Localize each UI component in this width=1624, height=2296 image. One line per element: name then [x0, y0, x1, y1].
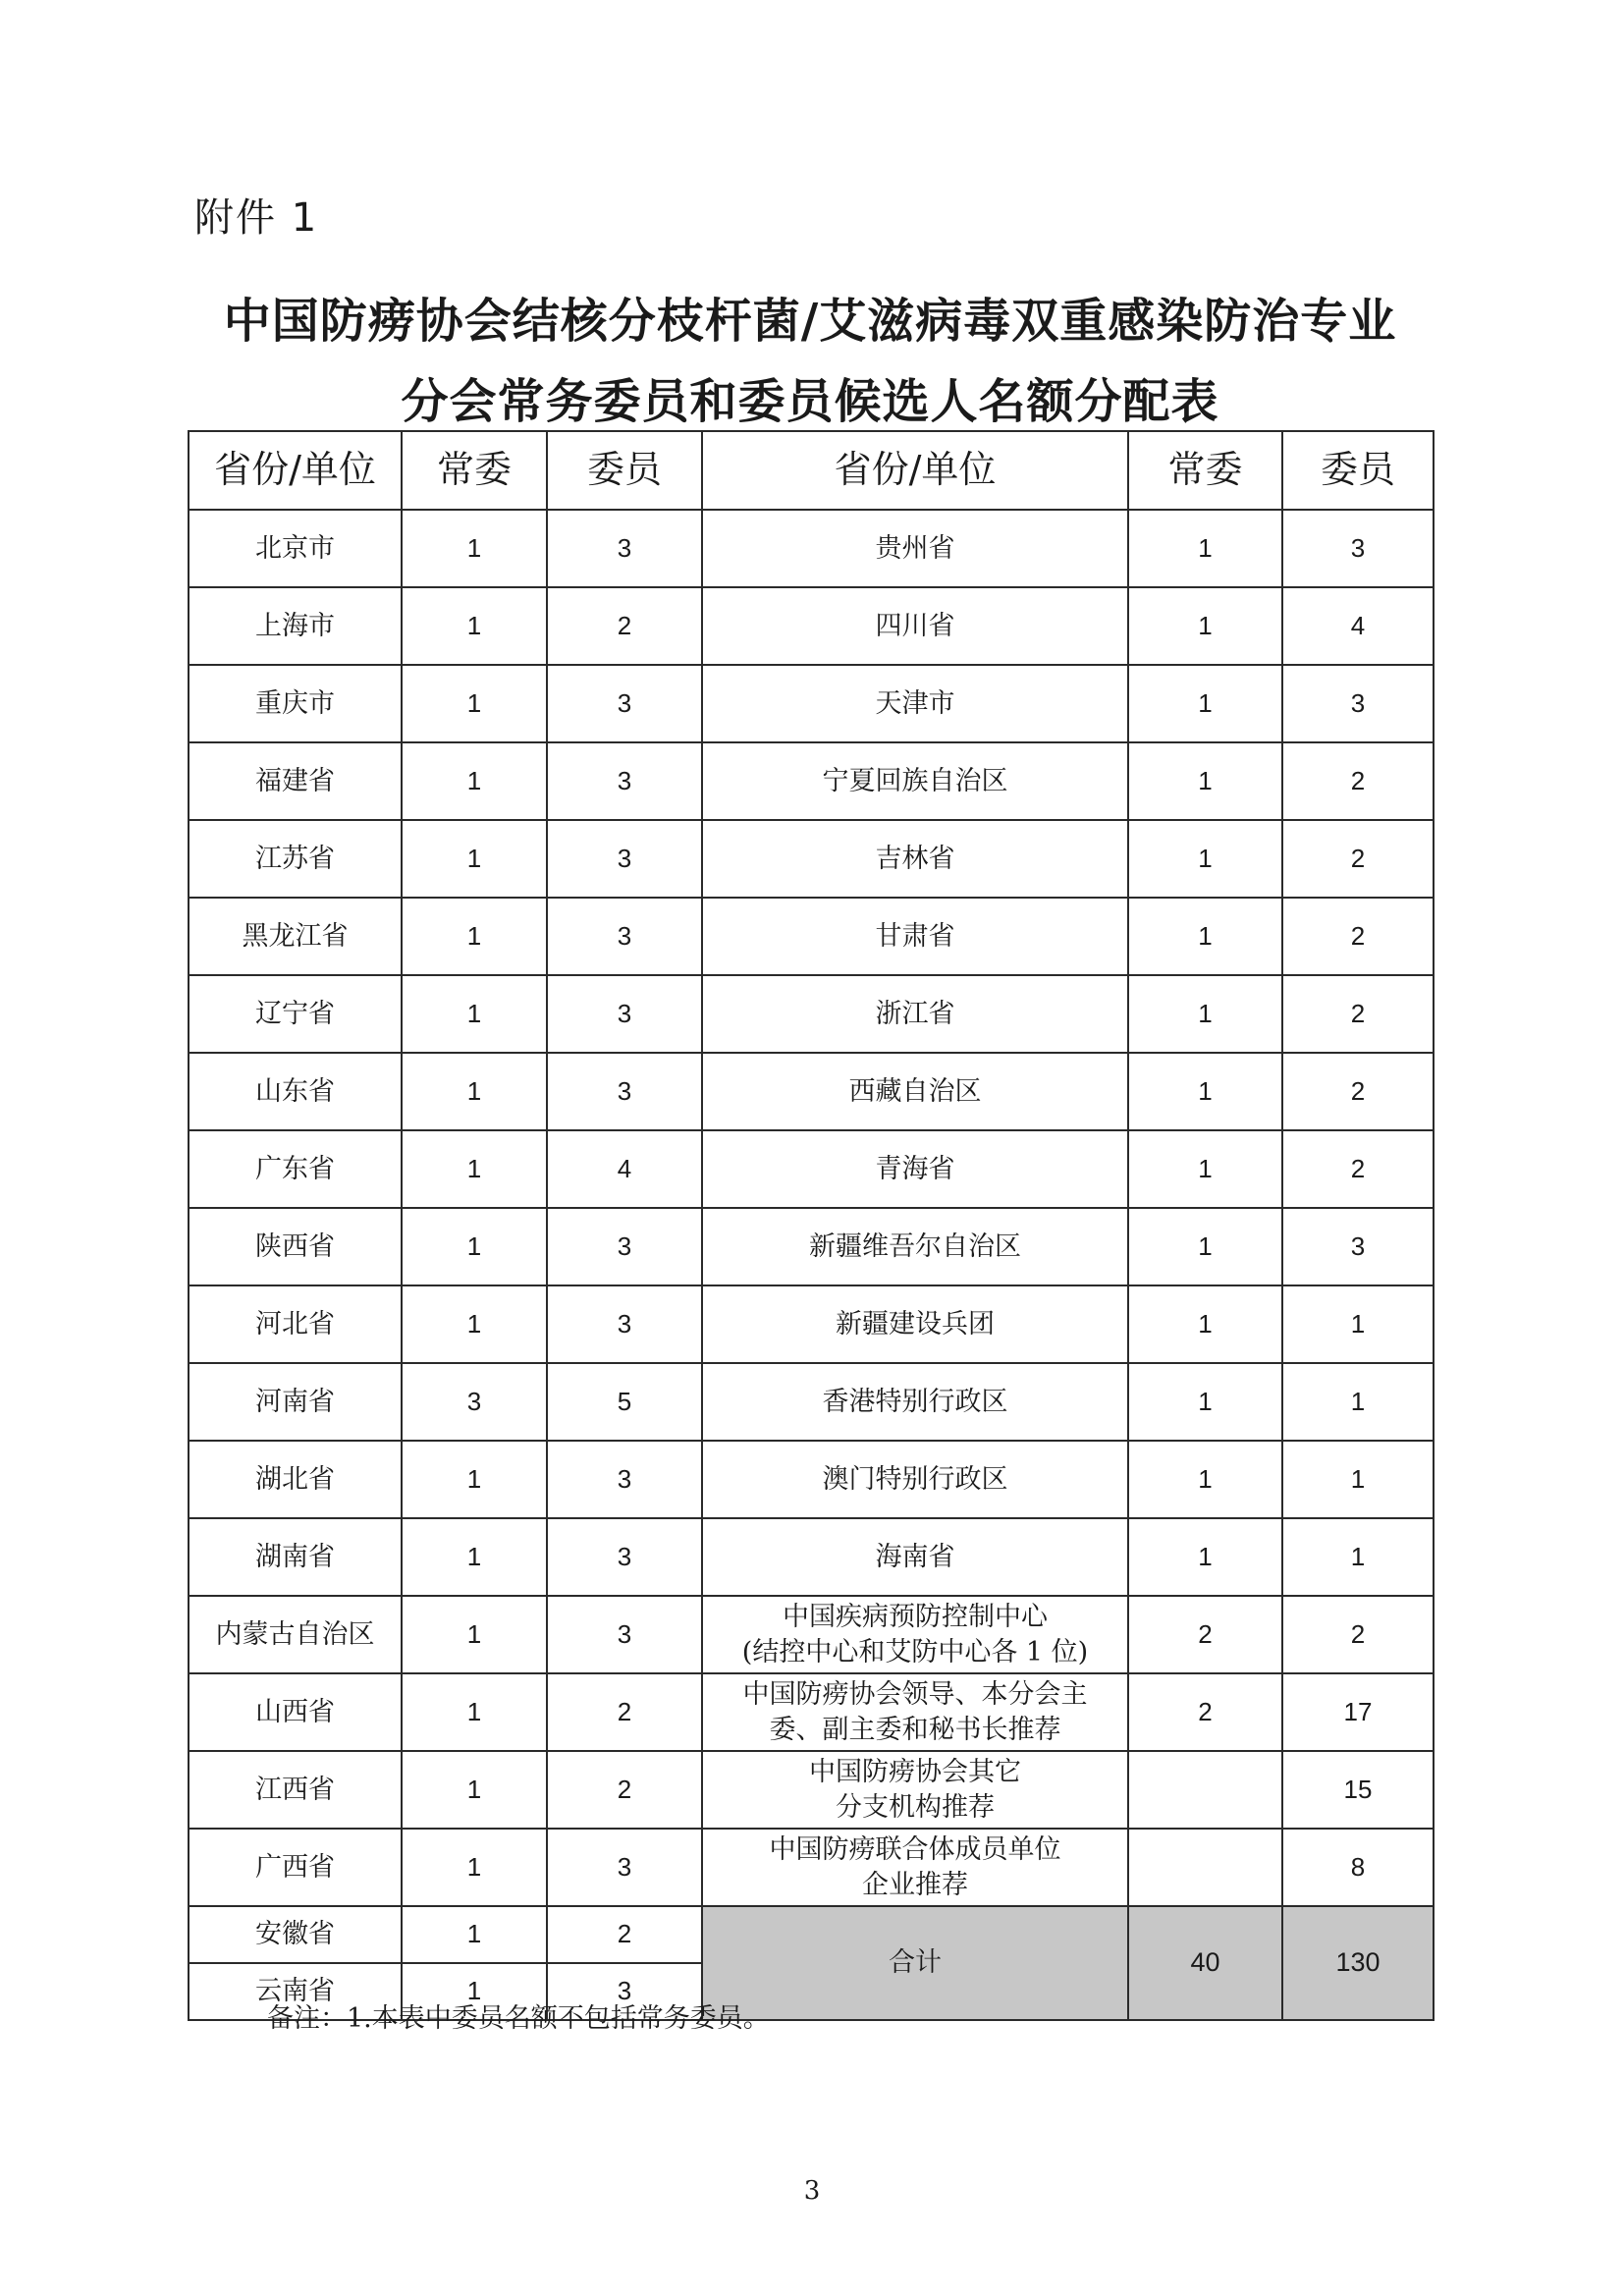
- right-members-cell: 2: [1282, 1053, 1434, 1130]
- left-unit-cell: 山西省: [189, 1673, 402, 1751]
- table-row: [189, 975, 1434, 1053]
- left-unit-cell: 河南省: [189, 1363, 402, 1441]
- table-row: [189, 742, 1434, 820]
- left-unit-cell: 山东省: [189, 1053, 402, 1130]
- right-members-cell: 4: [1282, 587, 1434, 665]
- right-unit-line-1: 中国防痨协会领导、本分会主: [742, 1679, 1088, 1711]
- right-standing-cell: [1128, 1751, 1282, 1829]
- right-standing-cell: 2: [1128, 1596, 1282, 1673]
- table-row: [189, 898, 1434, 975]
- left-members-cell: 2: [547, 1673, 702, 1751]
- right-unit-cell: [702, 1285, 1128, 1363]
- right-members-cell: 2: [1282, 975, 1434, 1053]
- left-unit-cell: 辽宁省: [189, 975, 402, 1053]
- table-row: [189, 1130, 1434, 1208]
- table-row: [189, 510, 1434, 587]
- table-row: [189, 1829, 1434, 1906]
- right-unit-cell: [702, 1363, 1128, 1441]
- right-members-cell: 1: [1282, 1518, 1434, 1596]
- right-unit-line-1: 甘肃省: [875, 920, 955, 952]
- right-standing-cell: 1: [1128, 1441, 1282, 1518]
- right-unit-cell: [702, 1518, 1128, 1596]
- left-standing-cell: 1: [402, 1829, 547, 1906]
- right-unit-line-1: 中国疾病预防控制中心: [783, 1602, 1048, 1633]
- left-members-cell: 3: [547, 1829, 702, 1906]
- right-unit-cell: [702, 1053, 1128, 1130]
- footnote: 备注：1.本表中委员名额不包括常务委员。: [267, 2003, 770, 2034]
- left-standing-cell: 1: [402, 742, 547, 820]
- left-unit-cell: 广东省: [189, 1130, 402, 1208]
- header-left-standing: 常委: [402, 431, 547, 510]
- table-row: [189, 1673, 1434, 1751]
- left-unit-cell: 上海市: [189, 587, 402, 665]
- right-unit-cell: [702, 1829, 1128, 1906]
- left-standing-cell: 1: [402, 665, 547, 742]
- right-unit-cell: [702, 1441, 1128, 1518]
- quota-allocation-table: [188, 430, 1435, 2021]
- left-members-cell: 5: [547, 1363, 702, 1441]
- right-unit-line-1: 青海省: [875, 1153, 955, 1184]
- left-members-cell: 3: [547, 1053, 702, 1130]
- right-members-cell: 17: [1282, 1673, 1434, 1751]
- table-row: [189, 1906, 1434, 1963]
- header-left-unit: 省份/单位: [189, 431, 402, 510]
- left-standing-cell: 1: [402, 510, 547, 587]
- left-standing-cell: 1: [402, 820, 547, 898]
- left-members-cell: 2: [547, 587, 702, 665]
- left-standing-cell: 1: [402, 975, 547, 1053]
- right-members-cell: 1: [1282, 1441, 1434, 1518]
- header-left-members: 委员: [547, 431, 702, 510]
- right-members-cell: 1: [1282, 1363, 1434, 1441]
- document-title-line-2: 分会常务委员和委员候选人名额分配表: [401, 374, 1219, 429]
- right-members-cell: 3: [1282, 1208, 1434, 1285]
- left-members-cell: 3: [547, 1208, 702, 1285]
- left-members-cell: 3: [547, 898, 702, 975]
- table-row: [189, 1363, 1434, 1441]
- table-row: [189, 1285, 1434, 1363]
- right-unit-line-2: 委、副主委和秘书长推荐: [769, 1714, 1061, 1745]
- left-members-cell: 3: [547, 975, 702, 1053]
- header-right-members: 委员: [1282, 431, 1434, 510]
- left-standing-cell: 1: [402, 1963, 547, 2020]
- table-row: [189, 1208, 1434, 1285]
- right-unit-cell: [702, 587, 1128, 665]
- table-row: [189, 820, 1434, 898]
- right-unit-line-2: 分支机构推荐: [836, 1791, 995, 1823]
- right-unit-line-1: 香港特别行政区: [822, 1386, 1008, 1417]
- left-standing-cell: 1: [402, 1285, 547, 1363]
- right-unit-line-1: 四川省: [875, 610, 955, 641]
- right-unit-line-1: 天津市: [875, 687, 955, 719]
- right-standing-cell: 1: [1128, 975, 1282, 1053]
- table-row: [189, 587, 1434, 665]
- right-unit-line-2: 企业推荐: [862, 1869, 968, 1900]
- right-standing-cell: 1: [1128, 1208, 1282, 1285]
- left-members-cell: 3: [547, 1518, 702, 1596]
- left-unit-cell: 北京市: [189, 510, 402, 587]
- table-row: [189, 1751, 1434, 1829]
- right-unit-line-1: 海南省: [875, 1541, 955, 1572]
- right-standing-cell: 1: [1128, 1130, 1282, 1208]
- right-unit-cell: [702, 975, 1128, 1053]
- page-number: 3: [803, 2176, 821, 2206]
- right-members-cell: 2: [1282, 820, 1434, 898]
- right-unit-line-1: 浙江省: [875, 998, 955, 1029]
- right-standing-cell: 1: [1128, 1285, 1282, 1363]
- left-standing-cell: 1: [402, 1906, 547, 1963]
- left-members-cell: 3: [547, 1963, 702, 2020]
- header-right-unit: 省份/单位: [702, 431, 1128, 510]
- right-members-cell: 3: [1282, 665, 1434, 742]
- right-standing-cell: 1: [1128, 665, 1282, 742]
- right-members-cell: 2: [1282, 1596, 1434, 1673]
- right-unit-cell: [702, 665, 1128, 742]
- right-unit-line-1: 中国防痨协会其它: [809, 1757, 1021, 1788]
- right-unit-cell: [702, 1673, 1128, 1751]
- right-unit-cell: [702, 1751, 1128, 1829]
- right-unit-cell: [702, 898, 1128, 975]
- right-standing-cell: 1: [1128, 1518, 1282, 1596]
- table-row: [189, 1518, 1434, 1596]
- left-unit-cell: 重庆市: [189, 665, 402, 742]
- total-standing-cell: 40: [1128, 1906, 1282, 2020]
- total-members-cell: 130: [1282, 1906, 1434, 2020]
- right-standing-cell: 1: [1128, 587, 1282, 665]
- right-members-cell: 2: [1282, 742, 1434, 820]
- right-unit-line-1: 西藏自治区: [848, 1075, 982, 1107]
- right-standing-cell: 1: [1128, 1053, 1282, 1130]
- right-unit-line-1: 中国防痨联合体成员单位: [769, 1834, 1061, 1866]
- left-members-cell: 2: [547, 1751, 702, 1829]
- left-unit-cell: 黑龙江省: [189, 898, 402, 975]
- attachment-label: 附件 1: [194, 195, 319, 241]
- table-row: [189, 1596, 1434, 1673]
- right-standing-cell: 1: [1128, 898, 1282, 975]
- right-unit-line-2: (结控中心和艾防中心各 1 位): [741, 1636, 1089, 1667]
- table-row: [189, 1441, 1434, 1518]
- left-standing-cell: 1: [402, 1130, 547, 1208]
- total-label-cell: 合计: [702, 1906, 1128, 2020]
- left-unit-cell: 江苏省: [189, 820, 402, 898]
- right-unit-line-1: 新疆维吾尔自治区: [809, 1230, 1021, 1262]
- left-unit-cell: 福建省: [189, 742, 402, 820]
- table-body: [189, 510, 1434, 2020]
- table-header-row: [189, 431, 1434, 510]
- right-standing-cell: 2: [1128, 1673, 1282, 1751]
- right-members-cell: 15: [1282, 1751, 1434, 1829]
- left-standing-cell: 1: [402, 898, 547, 975]
- left-unit-cell: 内蒙古自治区: [189, 1596, 402, 1673]
- right-members-cell: 8: [1282, 1829, 1434, 1906]
- right-standing-cell: 1: [1128, 1363, 1282, 1441]
- right-standing-cell: 1: [1128, 742, 1282, 820]
- right-unit-cell: [702, 1208, 1128, 1285]
- left-unit-cell: 陕西省: [189, 1208, 402, 1285]
- document-title-line-1: 中国防痨协会结核分枝杆菌/艾滋病毒双重感染防治专业: [223, 294, 1397, 349]
- right-unit-line-1: 宁夏回族自治区: [822, 765, 1008, 796]
- left-standing-cell: 1: [402, 1208, 547, 1285]
- left-members-cell: 3: [547, 1441, 702, 1518]
- left-unit-cell: 江西省: [189, 1751, 402, 1829]
- left-members-cell: 3: [547, 1285, 702, 1363]
- left-standing-cell: 1: [402, 1441, 547, 1518]
- right-unit-cell: [702, 510, 1128, 587]
- right-members-cell: 2: [1282, 1130, 1434, 1208]
- left-standing-cell: 1: [402, 587, 547, 665]
- left-unit-cell: 河北省: [189, 1285, 402, 1363]
- left-unit-cell: 安徽省: [189, 1906, 402, 1963]
- left-standing-cell: 1: [402, 1751, 547, 1829]
- right-members-cell: 1: [1282, 1285, 1434, 1363]
- right-unit-cell: [702, 1130, 1128, 1208]
- right-unit-cell: [702, 742, 1128, 820]
- right-unit-cell: [702, 820, 1128, 898]
- left-members-cell: 3: [547, 1596, 702, 1673]
- left-standing-cell: 1: [402, 1673, 547, 1751]
- left-unit-cell: 湖北省: [189, 1441, 402, 1518]
- right-unit-cell: [702, 1596, 1128, 1673]
- left-standing-cell: 1: [402, 1053, 547, 1130]
- left-standing-cell: 1: [402, 1596, 547, 1673]
- right-members-cell: 2: [1282, 898, 1434, 975]
- right-unit-line-1: 吉林省: [875, 843, 955, 874]
- right-unit-line-1: 贵州省: [875, 532, 955, 564]
- table-row: [189, 665, 1434, 742]
- left-standing-cell: 1: [402, 1518, 547, 1596]
- left-unit-cell: 广西省: [189, 1829, 402, 1906]
- table-row: [189, 1053, 1434, 1130]
- left-members-cell: 3: [547, 665, 702, 742]
- right-standing-cell: 1: [1128, 510, 1282, 587]
- left-unit-cell: 湖南省: [189, 1518, 402, 1596]
- left-unit-cell: 云南省: [189, 1963, 402, 2020]
- header-right-standing: 常委: [1128, 431, 1282, 510]
- left-members-cell: 4: [547, 1130, 702, 1208]
- right-standing-cell: [1128, 1829, 1282, 1906]
- right-unit-line-1: 澳门特别行政区: [822, 1463, 1008, 1495]
- right-unit-line-1: 新疆建设兵团: [836, 1308, 995, 1339]
- left-members-cell: 3: [547, 510, 702, 587]
- left-standing-cell: 3: [402, 1363, 547, 1441]
- right-members-cell: 3: [1282, 510, 1434, 587]
- left-members-cell: 2: [547, 1906, 702, 1963]
- right-standing-cell: 1: [1128, 820, 1282, 898]
- left-members-cell: 3: [547, 820, 702, 898]
- left-members-cell: 3: [547, 742, 702, 820]
